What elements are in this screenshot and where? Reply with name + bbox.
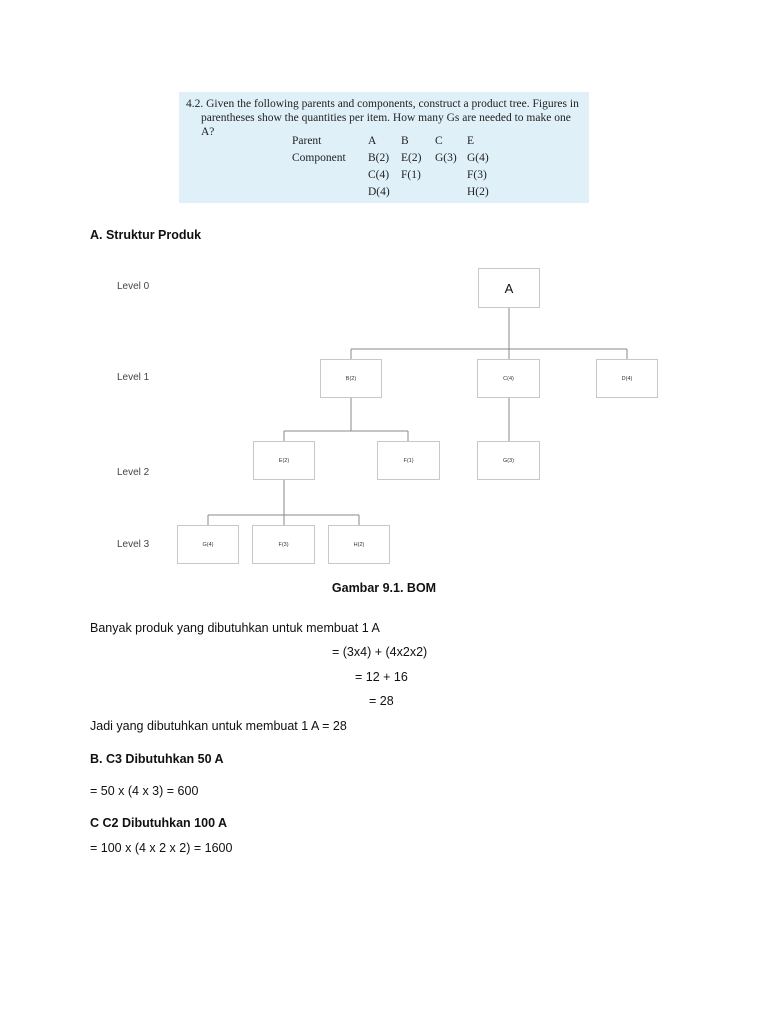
- node-g4: G(4): [177, 525, 239, 564]
- problem-line-1: 4.2. Given the following parents and components, construct a product tree. Figures in: [186, 98, 579, 110]
- node-d: D(4): [596, 359, 658, 398]
- cell-a-2: C(4): [368, 169, 390, 181]
- node-f3: F(3): [252, 525, 315, 564]
- cell-a-3: D(4): [368, 186, 390, 198]
- cell-c-1: G(3): [435, 152, 457, 164]
- cell-e-1: G(4): [467, 152, 489, 164]
- node-c: C(4): [477, 359, 540, 398]
- calc-step-3: = 28: [369, 694, 394, 708]
- header-a: A: [368, 135, 377, 147]
- calc-step-1: = (3x4) + (4x2x2): [332, 645, 428, 659]
- cell-e-2: F(3): [467, 169, 487, 181]
- header-e: E: [467, 135, 475, 147]
- cell-b-1: E(2): [401, 152, 422, 164]
- level-3-label: Level 3: [117, 539, 150, 550]
- problem-line-2: parentheses show the quantities per item. How many Gs are needed to make one A?: [201, 112, 571, 138]
- component-label: Component: [292, 152, 346, 164]
- section-c-formula: = 100 x (4 x 2 x 2) = 1600: [90, 841, 233, 855]
- section-b-heading: B. C3 Dibutuhkan 50 A: [90, 752, 224, 766]
- level-2-label: Level 2: [117, 467, 150, 478]
- level-1-label: Level 1: [117, 372, 150, 383]
- figure-caption: Gambar 9.1. BOM: [331, 581, 437, 595]
- node-b: B(2): [320, 359, 382, 398]
- node-g3: G(3): [477, 441, 540, 480]
- node-h2: H(2): [328, 525, 390, 564]
- cell-b-2: F(1): [401, 169, 421, 181]
- header-b: B: [401, 135, 409, 147]
- header-parent: Parent: [292, 135, 322, 147]
- section-c-heading: C C2 Dibutuhkan 100 A: [90, 816, 228, 830]
- node-e: E(2): [253, 441, 315, 480]
- section-b-formula: = 50 x (4 x 3) = 600: [90, 784, 199, 798]
- section-a-heading: A. Struktur Produk: [90, 228, 202, 242]
- calc-intro: Banyak produk yang dibutuhkan untuk membuat 1 A: [90, 621, 380, 635]
- calc-conclusion: Jadi yang dibutuhkan untuk membuat 1 A = 28: [90, 719, 347, 733]
- node-f1: F(1): [377, 441, 440, 480]
- level-0-label: Level 0: [117, 281, 150, 292]
- cell-e-3: H(2): [467, 186, 489, 198]
- calc-step-2: = 12 + 16: [355, 670, 408, 684]
- cell-a-1: B(2): [368, 152, 390, 164]
- header-c: C: [435, 135, 443, 147]
- node-a: A: [478, 268, 540, 308]
